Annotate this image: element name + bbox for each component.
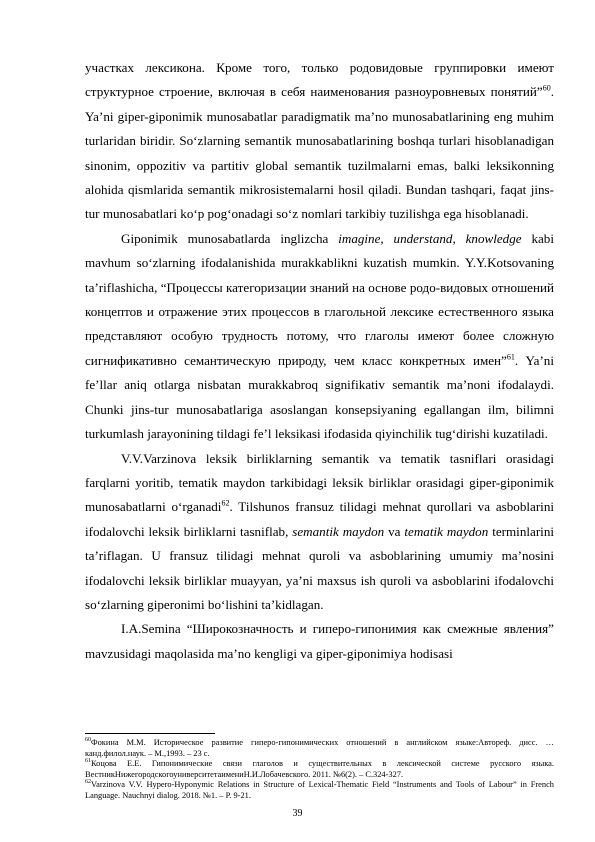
text-run: Giponimik munosabatlarda inglizcha xyxy=(121,230,339,246)
text-run: V.V.Varzinova leksik birliklarning semantik va tematik tasniflari orasidagi farqlarni yoritib, tematik maydon tarkibidagi leksik birliklar orasidagi giper-giponimik munosabatlarni o‘rganadi xyxy=(85,450,554,515)
footnote xyxy=(85,738,554,759)
italic-term: imagine, understand, knowledge xyxy=(338,230,522,246)
footnote xyxy=(85,780,554,801)
text-run: I.A.Semina “Широкозначность и гиперо-гипонимия как смежные явления” mavzusidagi maqolasida ma’no kengligi va giper-giponimiya hodisasi xyxy=(85,621,554,661)
italic-term: tematik maydon xyxy=(404,523,489,539)
text-run: kabi mavhum so‘zlarning ifodalanishida murakkablikni kuzatish mumkin. Y.Y.Kotsovaning ta’riflashicha, “Процессы категоризации знаний на основе родо-видовых отношений концептов и отражение этих процессов в глагольной лексике естественного языка представляют особую трудность потому, что глаголы имеют более сложную сигнификативно семантическую природу, чем класс конкретных имен” xyxy=(85,230,554,368)
text-run: . Ya’ni fe’llar aniq otlarga nisbatan murakkabroq signifikativ semantik ma’noni ifodalaydi. Chunki jins-tur munosabatlariga asoslangan konsepsiyaning egallangan ilm, bilimni turkumlash jarayonining tildagi fe’l leksikasi ifodasida qiyinchilik tug‘dirishi kuzatiladi. xyxy=(85,352,554,442)
footnote xyxy=(85,759,554,780)
footnote-number: 62 xyxy=(85,779,91,786)
text-run: . Ya’ni giper-giponimik munosabatlar paradigmatik ma’no munosabatlarining eng muhim turlaridan biridir. So‘zlarning semantik munosabatlarining boshqa turlari hisoblanadigan sinonim, oppozitiv va partitiv global semantik tuzilmalarni emas, balki leksikonning alohida qismlarida semantik mikrosistemalarni hosil qiladi. Bundan tashqari, faqat jins-tur munosabatlari ko‘p pog‘onadagi so‘z nomlari tarkibiy tuzilishga ega hisoblanadi. xyxy=(85,84,554,222)
text-run: terminlarini ta’riflagan. U fransuz tilidagi mehnat quroli va asboblarining umumiy ma’nosini ifodalovchi leksik birliklar muayyan, ya’ni maxsus ish quroli va asboblarini ifodalovchi so‘zlarning giperonimi bo‘lishini ta’kidlagan. xyxy=(85,523,555,612)
footnote-separator xyxy=(85,733,215,734)
footnote-number: 61 xyxy=(85,758,91,765)
text-run: участках лексикона. Кроме того, только родовидовые группировки имеют структурное строение, включая в себя наименования разноуровневых понятий” xyxy=(85,60,554,100)
footnote-ref: 61 xyxy=(506,352,515,362)
paragraph xyxy=(85,227,554,447)
footnote-ref: 62 xyxy=(221,498,230,508)
paragraph xyxy=(85,56,554,227)
footnote-text: Varzinova V.V. Hypero-Hyponymic Relations in Structure of Lexical-Thematic Field “Instruments and Tools of Labour” in French Language. Nauchnyi dialog. 2018. №1. – P. 9-21. xyxy=(85,780,554,800)
footnote-ref: 60 xyxy=(542,84,551,94)
paragraph xyxy=(85,617,554,666)
italic-term: semantik maydon xyxy=(292,523,385,539)
footnote-text: Фокина М.М. Историческое развитие гиперо-гипонимических отношений в английском языке:Автореф. дисс. …канд.филол.наук. – М.,1993. – 23 с. xyxy=(85,738,554,758)
footnote-text: Коцова Е.Е. Гипонимические связи глаголов и существительных в лексической системе русского языка. ВестникНижегородскогоуниверситетаимениН.И.Лобачевского. 2011. №6(2). – С.324-327. xyxy=(85,759,554,779)
page-number: 39 xyxy=(292,808,303,819)
footnotes xyxy=(85,738,554,802)
paragraph xyxy=(85,447,554,618)
footnote-number: 60 xyxy=(85,737,91,744)
text-run: . Tilshunos fransuz tilidagi mehnat qurollari va asboblarini ifodalovchi leksik birliklarni tasniflab, xyxy=(85,499,554,539)
text-run: va xyxy=(384,523,405,539)
body-text xyxy=(85,56,554,666)
